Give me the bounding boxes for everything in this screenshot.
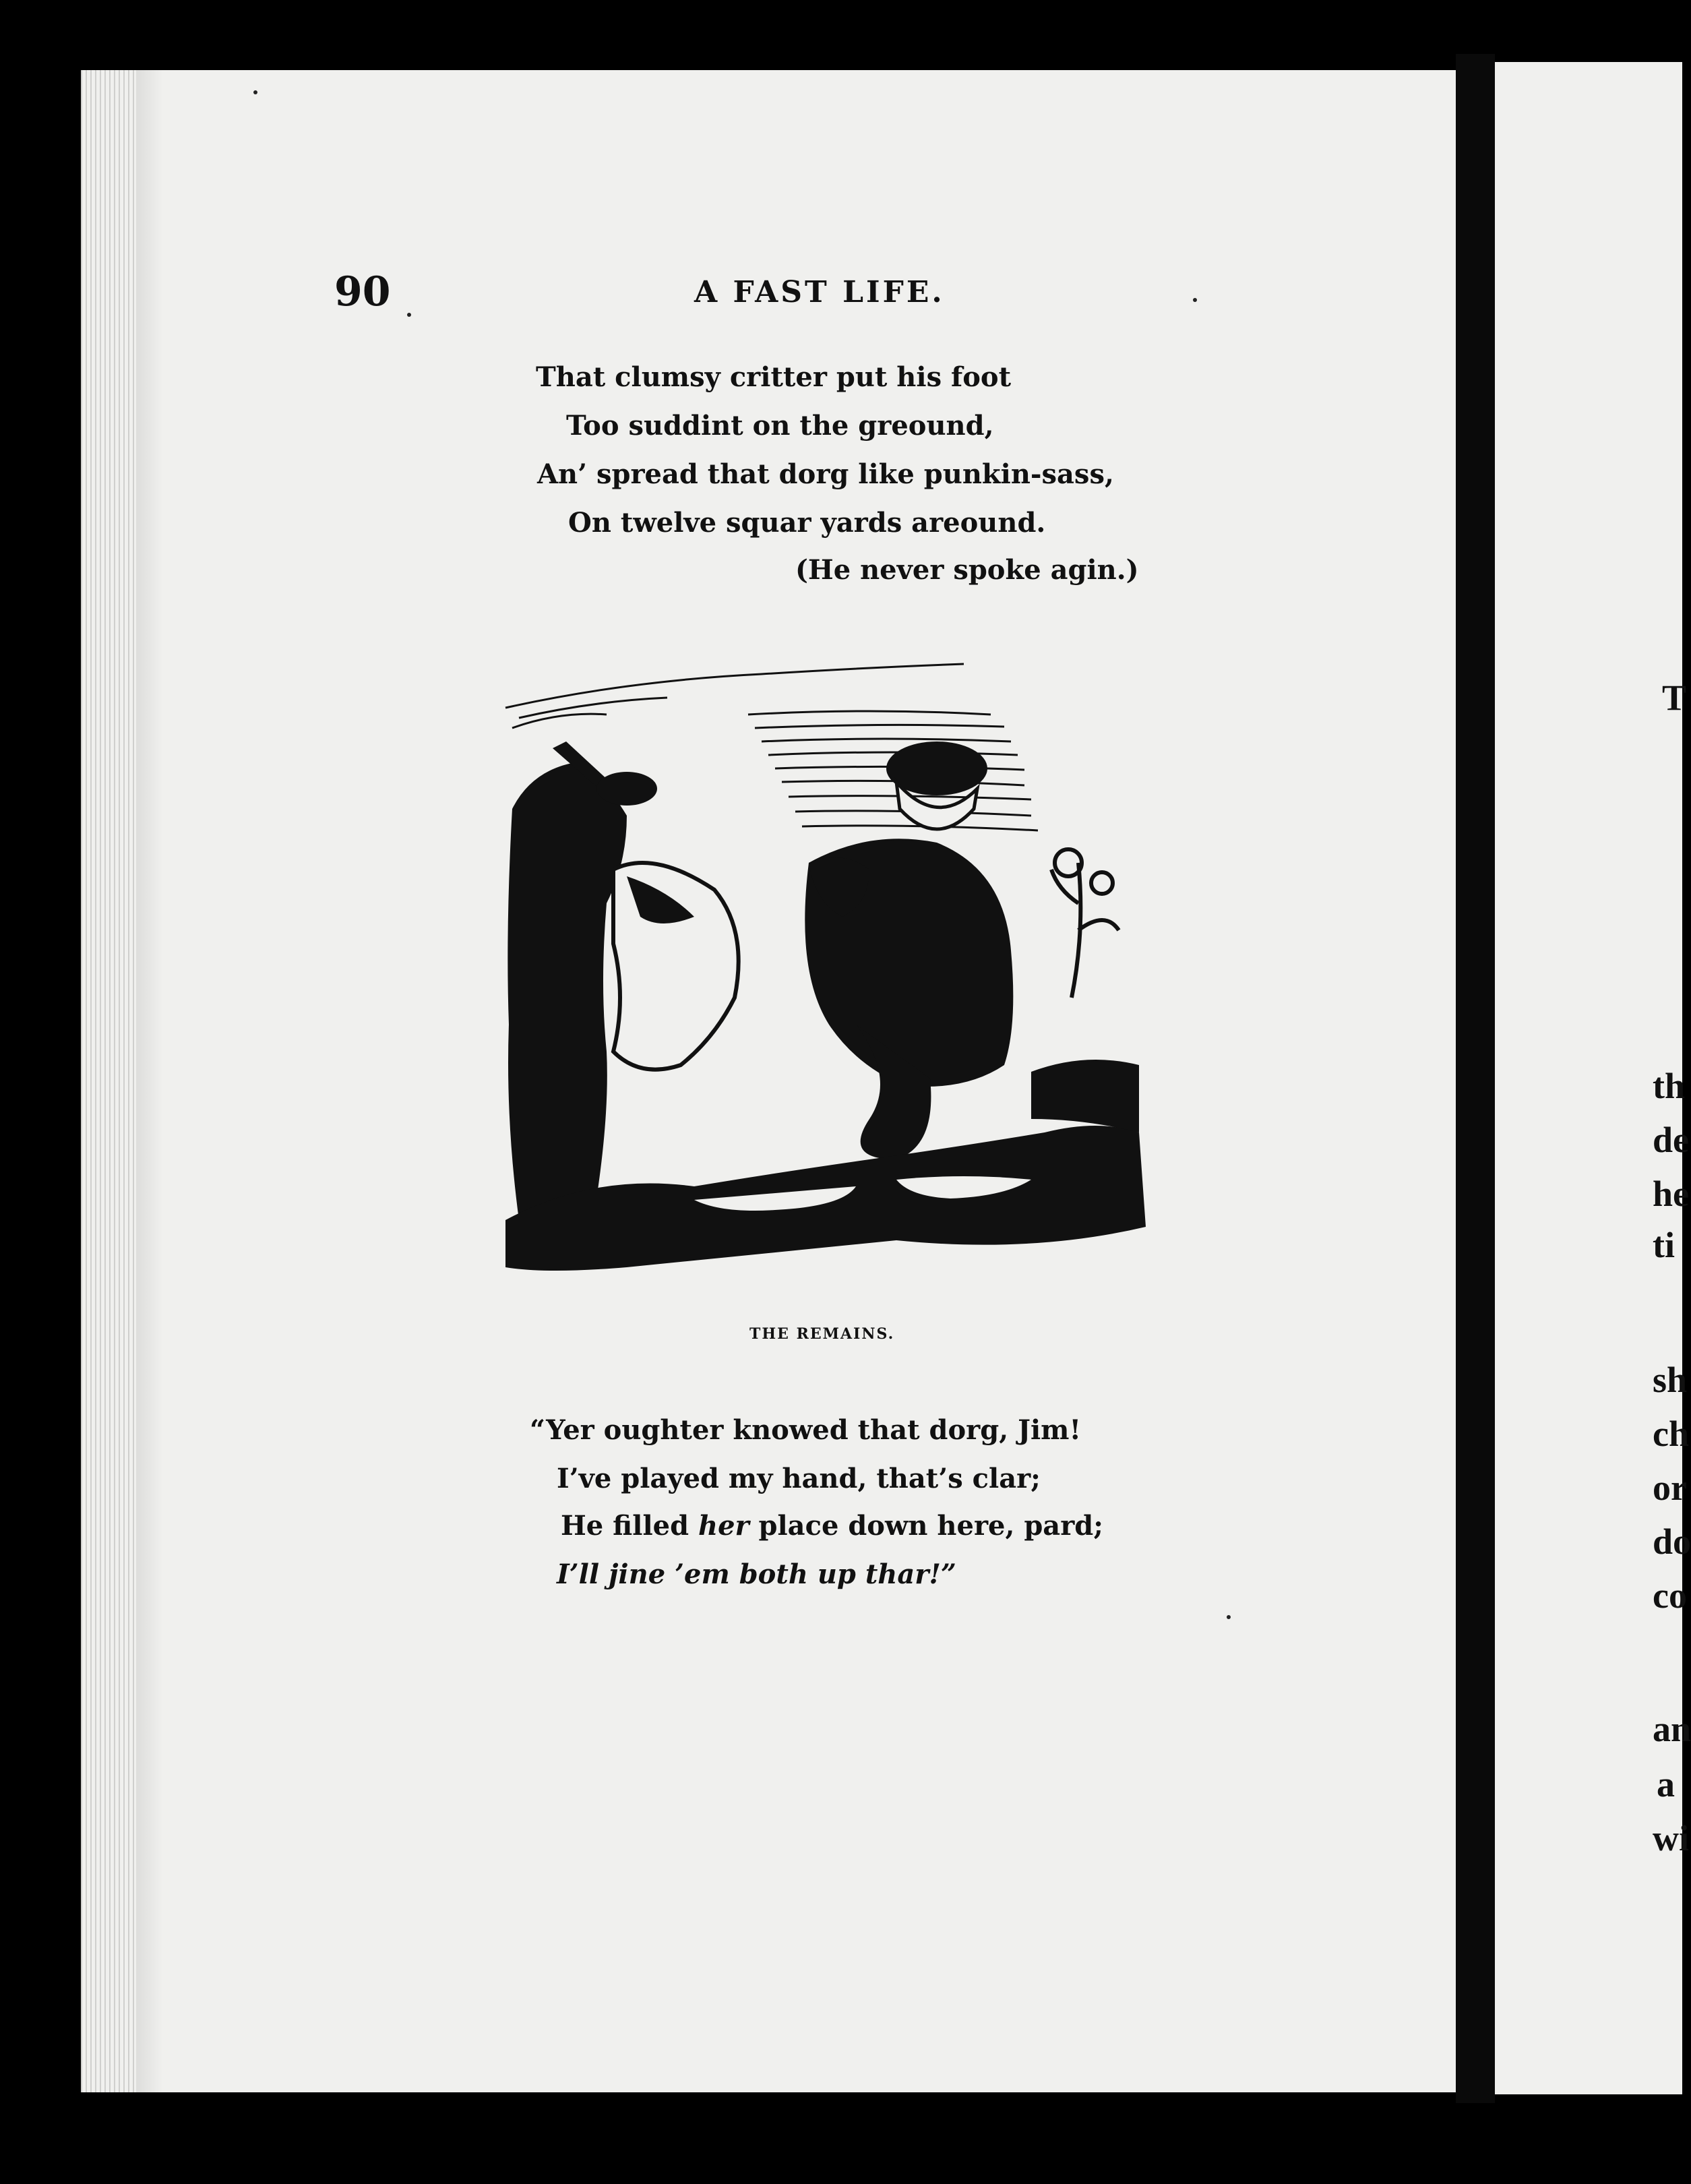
- verse-line: I’ve played my hand, that’s clar;: [557, 1463, 1041, 1494]
- print-speck: [1227, 1615, 1231, 1619]
- right-page-fragment: co: [1653, 1575, 1687, 1616]
- right-page-fragment: ti: [1653, 1225, 1675, 1265]
- print-speck: [253, 90, 257, 94]
- gutter: [1456, 54, 1495, 2103]
- right-page-fragment: ch: [1653, 1414, 1689, 1454]
- page-edges: [81, 70, 136, 2092]
- print-speck: [1193, 298, 1197, 302]
- right-page-fragment: a: [1657, 1764, 1675, 1804]
- verse-line-italic: I’ll jine ’em both up thar!”: [557, 1558, 956, 1590]
- right-page-fragment: do: [1653, 1521, 1691, 1562]
- plant: [1051, 849, 1119, 998]
- verse-aside: (He never spoke agin.): [795, 554, 1139, 586]
- right-page-fragment: sh: [1653, 1360, 1688, 1400]
- right-page-fragment: an: [1653, 1709, 1691, 1749]
- dog: [613, 863, 739, 1070]
- right-page-fragment: th: [1653, 1066, 1686, 1106]
- verse-line: That clumsy critter put his foot: [536, 361, 1012, 393]
- verse-text: He filled: [561, 1510, 698, 1542]
- right-page-fragment: or: [1653, 1467, 1687, 1508]
- verse-line: Too suddint on the greound,: [566, 410, 994, 442]
- verse-line: [561, 1510, 1103, 1542]
- illustration-caption: THE REMAINS.: [749, 1325, 895, 1343]
- running-head: A FAST LIFE.: [694, 275, 945, 309]
- right-page-fragment: he: [1653, 1174, 1689, 1214]
- verse-emphasis: her: [698, 1510, 749, 1542]
- verse-line: “Yer oughter knowed that dorg, Jim!: [530, 1414, 1082, 1446]
- page-edge-shadow: [136, 70, 163, 2092]
- verse-line: An’ spread that dorg like punkin-sass,: [537, 458, 1114, 490]
- kneeling-man: [805, 741, 1013, 1159]
- verse-line: On twelve squar yards areound.: [568, 507, 1046, 539]
- page-number: 90: [334, 268, 391, 315]
- illustration: [492, 647, 1159, 1314]
- verse-text: place down here, pard;: [749, 1510, 1104, 1542]
- right-page-fragment: T: [1662, 677, 1687, 718]
- print-speck: [407, 313, 411, 317]
- right-page-fragment: wi: [1653, 1818, 1689, 1858]
- right-page-fragment: de: [1653, 1120, 1689, 1160]
